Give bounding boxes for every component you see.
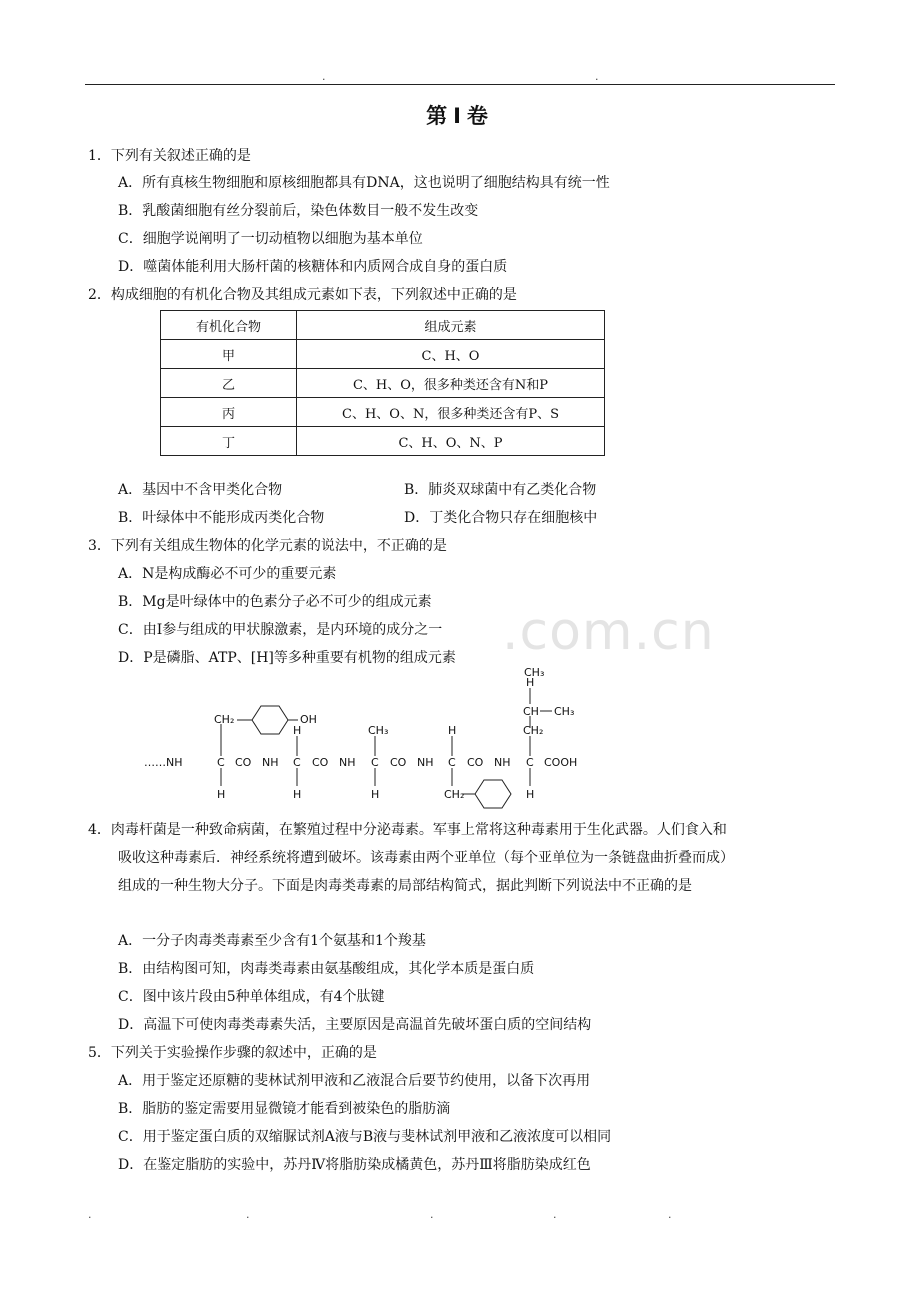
question-5-option-c: C．用于鉴定蛋白质的双缩脲试剂A液与B液与斐林试剂甲液和乙液浓度可以相同 bbox=[118, 1129, 612, 1145]
side-chain-label: H bbox=[526, 676, 535, 689]
side-chain-label: H bbox=[293, 724, 302, 737]
question-5-stem: 5．下列关于实验操作步骤的叙述中，正确的是 bbox=[88, 1045, 377, 1061]
footer-dot: . bbox=[668, 1208, 672, 1221]
side-chain-label: H bbox=[293, 788, 302, 801]
question-1-option-a: A．所有真核生物细胞和原核细胞都具有DNA，这也说明了细胞结构具有统一性 bbox=[118, 175, 610, 191]
table-header-row bbox=[161, 311, 605, 340]
side-chain-label: CH₂ bbox=[523, 724, 544, 737]
question-5-option-b: B．脂肪的鉴定需要用显微镜才能看到被染色的脂肪滴 bbox=[118, 1101, 451, 1117]
chain-label: NH bbox=[262, 756, 279, 769]
structure-labels bbox=[144, 666, 577, 801]
side-chain-label: H bbox=[371, 788, 380, 801]
question-4-option-a: A．一分子肉毒类毒素至少含有1个氨基和1个羧基 bbox=[118, 933, 426, 949]
chain-label: C bbox=[217, 756, 225, 769]
question-2-option-a: A．基因中不含甲类化合物 bbox=[118, 482, 283, 498]
table-cell: C、H、O，很多种类还含有N和P bbox=[297, 369, 605, 398]
side-chain-label: CH₃ bbox=[368, 724, 389, 737]
chain-label: NH bbox=[494, 756, 511, 769]
chain-label: C bbox=[526, 756, 534, 769]
side-chain-label: H bbox=[526, 788, 535, 801]
chain-label: NH bbox=[339, 756, 356, 769]
table-cell: 甲 bbox=[161, 340, 297, 369]
question-3-stem: 3．下列有关组成生物体的化学元素的说法中，不正确的是 bbox=[88, 538, 447, 554]
question-4-option-b: B．由结构图可知，肉毒类毒素由氨基酸组成，其化学本质是蛋白质 bbox=[118, 961, 535, 977]
table-row bbox=[161, 427, 605, 456]
question-1-option-b: B．乳酸菌细胞有丝分裂前后，染色体数目一般不发生改变 bbox=[118, 203, 479, 219]
watermark: .com.cn bbox=[502, 602, 715, 662]
footer-dot: . bbox=[430, 1208, 434, 1221]
chain-label: ……NH bbox=[144, 756, 183, 769]
table-row bbox=[161, 398, 605, 427]
chain-label: C bbox=[448, 756, 456, 769]
table-header-cell: 组成元素 bbox=[297, 311, 605, 340]
side-chain-label: OH bbox=[300, 713, 317, 726]
question-2-option-b: B．肺炎双球菌中有乙类化合物 bbox=[404, 482, 597, 498]
question-4-option-d: D．高温下可使肉毒类毒素失活，主要原因是高温首先破坏蛋白质的空间结构 bbox=[118, 1017, 592, 1033]
question-1-option-d: D．噬菌体能利用大肠杆菌的核糖体和内质网合成自身的蛋白质 bbox=[118, 259, 508, 275]
header-dot: . bbox=[322, 70, 326, 83]
question-3-option-b: B．Mg是叶绿体中的色素分子必不可少的组成元素 bbox=[118, 594, 432, 610]
question-1-stem: 1．下列有关叙述正确的是 bbox=[88, 148, 251, 164]
question-4-option-c: C．图中该片段由5种单体组成，有4个肽键 bbox=[118, 989, 385, 1005]
question-4-stem-line: 4．肉毒杆菌是一种致命病菌，在繁殖过程中分泌毒素。军事上常将这种毒素用于生化武器。人们食入和 bbox=[88, 822, 727, 838]
table-cell: C、H、O bbox=[297, 340, 605, 369]
question-3-option-c: C．由I参与组成的甲状腺激素，是内环境的成分之一 bbox=[118, 622, 443, 638]
question-3-option-d: D．P是磷脂、ATP、[H]等多种重要有机物的组成元素 bbox=[118, 650, 456, 666]
question-5-option-a: A．用于鉴定还原糖的斐林试剂甲液和乙液混合后要节约使用，以备下次再用 bbox=[118, 1073, 591, 1089]
question-1-option-c: C．细胞学说阐明了一切动植物以细胞为基本单位 bbox=[118, 231, 423, 247]
question-5-option-d: D．在鉴定脂肪的实验中，苏丹Ⅳ将脂肪染成橘黄色，苏丹Ⅲ将脂肪染成红色 bbox=[118, 1157, 591, 1173]
footer-dot: . bbox=[553, 1208, 557, 1221]
table-cell: 丁 bbox=[161, 427, 297, 456]
chain-label: CO bbox=[467, 756, 484, 769]
table-row bbox=[161, 369, 605, 398]
question-3-option-a: A．N是构成酶必不可少的重要元素 bbox=[118, 566, 337, 582]
header-dot: . bbox=[595, 70, 599, 83]
question-2-option-d: D．丁类化合物只存在细胞核中 bbox=[404, 510, 598, 526]
table-row bbox=[161, 340, 605, 369]
side-chain-label: CH₂ bbox=[444, 788, 465, 801]
chain-label: NH bbox=[417, 756, 434, 769]
side-chain-label: CH₃ bbox=[554, 705, 575, 718]
table-cell: C、H、O、N，很多种类还含有P、S bbox=[297, 398, 605, 427]
question-2-option-c: B．叶绿体中不能形成丙类化合物 bbox=[118, 510, 325, 526]
chain-label: COOH bbox=[544, 756, 578, 769]
question-2-stem: 2．构成细胞的有机化合物及其组成元素如下表，下列叙述中正确的是 bbox=[88, 287, 517, 303]
side-chain-label: CH bbox=[523, 705, 539, 718]
table-cell: 乙 bbox=[161, 369, 297, 398]
side-chain-label: H bbox=[448, 724, 457, 737]
chain-label: C bbox=[293, 756, 301, 769]
footer-dot: . bbox=[246, 1208, 250, 1221]
header-rule bbox=[85, 84, 835, 85]
footer-dot: . bbox=[88, 1208, 92, 1221]
page-title: 第Ⅰ卷 bbox=[426, 104, 494, 128]
side-chain-label: H bbox=[217, 788, 226, 801]
element-table bbox=[160, 310, 605, 456]
question-4-stem-line: 组成的一种生物大分子。下面是肉毒类毒素的局部结构简式，据此判断下列说法中不正确的是 bbox=[118, 878, 692, 894]
question-4-stem-line: 吸收这种毒素后．神经系统将遭到破坏。该毒素由两个亚单位（每个亚单位为一条链盘曲折叠而成） bbox=[118, 850, 734, 866]
chain-label: C bbox=[371, 756, 379, 769]
chain-label: CO bbox=[390, 756, 407, 769]
chain-label: CO bbox=[235, 756, 252, 769]
side-chain-label: CH₃ bbox=[524, 666, 545, 679]
peptide-structure-diagram bbox=[140, 660, 600, 810]
table-cell: 丙 bbox=[161, 398, 297, 427]
chain-label: CO bbox=[312, 756, 329, 769]
table-cell: C、H、O、N、P bbox=[297, 427, 605, 456]
side-chain-label: CH₂ bbox=[214, 713, 235, 726]
table-header-cell: 有机化合物 bbox=[161, 311, 297, 340]
